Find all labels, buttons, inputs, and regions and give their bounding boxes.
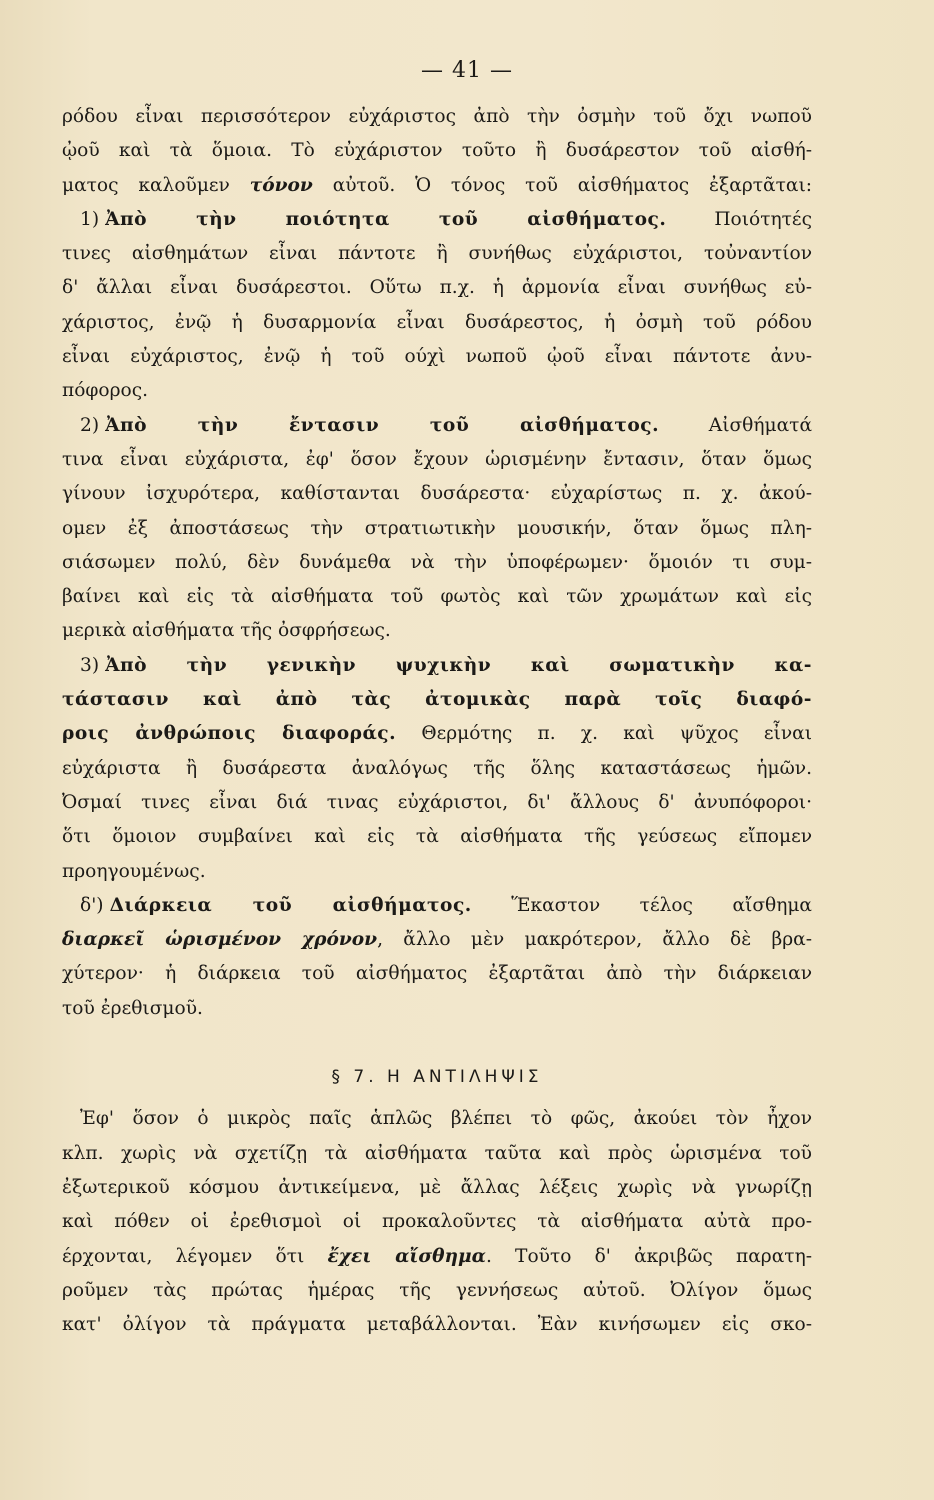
text-line: ροις ἀνθρώποις διαφοράς. Θερμότης π. χ. καὶ ψῦχος εἶναι: [62, 723, 812, 745]
text-line: κατ' ὀλίγον τὰ πράγματα μεταβάλλονται. Ἐὰν κινήσωμεν εἰς σκο-: [62, 1314, 812, 1336]
text-line: ματος καλοῦμεν τόνον αὐτοῦ. Ὁ τόνος τοῦ αἰσθήματος ἐξαρτᾶται:: [62, 174, 812, 196]
paragraph-1-start: 1) Ἀπὸ τὴν ποιότητα τοῦ αἰσθήματος. Ποιότητές: [80, 208, 812, 230]
text-line: Ὀσμαί τινες εἶναι διά τινας εὐχάριστοι, δι' ἄλλους δ' ἀνυπόφοροι·: [62, 791, 812, 813]
term-tonos: τόνον: [249, 174, 313, 196]
text-line: ὅτι ὅμοιον συμβαίνει καὶ εἰς τὰ αἰσθήματα τῆς γεύσεως εἴπομεν: [62, 826, 812, 848]
paragraph-4-heading: Διάρκεια τοῦ αἰσθήματος.: [109, 894, 472, 916]
text-line: τοῦ ἐρεθισμοῦ.: [62, 997, 203, 1019]
text-line: σιάσωμεν πολύ, δὲν δυνάμεθα νὰ τὴν ὑποφέρωμεν· ὅμοιόν τι συμ-: [62, 551, 812, 573]
section-heading: § 7. Η ΑΝΤΙΛΗΨΙΣ: [331, 1067, 543, 1088]
text-line: δ' ἄλλαι εἶναι δυσάρεστοι. Οὕτω π.χ. ἡ ἁρμονία εἶναι συνήθως εὐ-: [62, 277, 812, 299]
text-line: έρχονται, λέγομεν ὅτι ἔχει αἴσθημα. Τοῦτο δ' ἀκριβῶς παρατη-: [62, 1245, 812, 1267]
text-line: τινες αἰσθημάτων εἶναι πάντοτε ἢ συνήθως εὐχάριστοι, τοὐναντίον: [62, 243, 812, 265]
text-line: καὶ πόθεν οἱ ἐρεθισμοὶ οἱ προκαλοῦντες τὰ αἰσθήματα αὐτὰ προ-: [62, 1211, 812, 1233]
text-line: τάστασιν καὶ ἀπὸ τὰς ἀτομικὰς παρὰ τοῖς διαφό-: [62, 689, 812, 711]
paragraph-2-start: 2) Ἀπὸ τὴν ἔντασιν τοῦ αἰσθήματος. Αἰσθήματά: [80, 414, 812, 436]
paragraph-4-start: δ') Διάρκεια τοῦ αἰσθήματος. Ἕκαστον τέλος αἴσθημα: [80, 894, 812, 916]
text-line: τινα εἶναι εὐχάριστα, ἐφ' ὅσον ἔχουν ὡρισμένην ἔντασιν, ὅταν ὅμως: [62, 448, 812, 470]
text-line: κλπ. χωρὶς νὰ σχετίζῃ τὰ αἰσθήματα ταῦτα καὶ πρὸς ὡρισμένα τοῦ: [62, 1142, 812, 1164]
text-line: ρόδου εἶναι περισσότερον εὐχάριστος ἀπὸ τὴν ὀσμὴν τοῦ ὄχι νωποῦ: [62, 106, 812, 127]
text-line: Ἐφ' ὅσον ὁ μικρὸς παῖς ἁπλῶς βλέπει τὸ φῶς, ἀκούει τὸν ἦχον: [80, 1108, 812, 1130]
text-line: βαίνει καὶ εἰς τὰ αἰσθήματα τοῦ φωτὸς καὶ τῶν χρωμάτων καὶ εἰς: [62, 586, 812, 608]
text-line: ροῦμεν τὰς πρώτας ἡμέρας τῆς γεννήσεως αὐτοῦ. Ὀλίγον ὅμως: [62, 1279, 812, 1301]
text-line: προηγουμένως.: [62, 860, 206, 882]
text-line: διαρκεῖ ὡρισμένον χρόνον, ἄλλο μὲν μακρότερον, ἄλλο δὲ βρα-: [62, 929, 812, 951]
text-line: μερικὰ αἰσθήματα τῆς ὀσφρήσεως.: [62, 620, 391, 642]
paragraph-3-heading: Ἀπὸ τὴν γενικὴν ψυχικὴν καὶ σωματικὴν κα-: [105, 654, 812, 676]
term-aisthema: ἔχει αἴσθημα: [327, 1245, 486, 1267]
text-line: γίνουν ἰσχυρότερα, καθίστανται δυσάρεστα· εὐχαρίστως π. χ. ἀκού-: [62, 483, 812, 505]
text-line: χάριστος, ἐνῷ ἡ δυσαρμονία εἶναι δυσάρεστος, ἡ ὀσμὴ τοῦ ρόδου: [62, 311, 812, 333]
text-line: πόφορος.: [62, 380, 149, 402]
text-line: χύτερον· ἡ διάρκεια τοῦ αἰσθήματος ἐξαρτᾶται ἀπὸ τὴν διάρκειαν: [62, 963, 812, 985]
text-line: εὐχάριστα ἢ δυσάρεστα ἀναλόγως τῆς ὅλης καταστάσεως ἡμῶν.: [62, 757, 812, 779]
paragraph-1-heading: Ἀπὸ τὴν ποιότητα τοῦ αἰσθήματος.: [105, 208, 667, 230]
paragraph-3-start: 3) Ἀπὸ τὴν γενικὴν ψυχικὴν καὶ σωματικὴν κα-: [80, 654, 812, 676]
page-number: — 41 —: [421, 58, 513, 83]
body-text: [62, 100, 812, 1342]
paragraph-2-heading: Ἀπὸ τὴν ἔντασιν τοῦ αἰσθήματος.: [105, 414, 660, 436]
text-line: ᾠοῦ καὶ τὰ ὅμοια. Τὸ εὐχάριστον τοῦτο ἢ δυσάρεστον τοῦ αἰσθή-: [62, 140, 812, 162]
text-line: εἶναι εὐχάριστος, ἐνῷ ἡ τοῦ ούχὶ νωποῦ ᾠοῦ εἶναι πάντοτε ἀνυ-: [62, 346, 812, 368]
text-line: ομεν ἐξ ἀποστάσεως τὴν στρατιωτικὴν μουσικήν, ὅταν ὅμως πλη-: [62, 517, 812, 539]
text-line: ἐξωτερικοῦ κόσμου ἀντικείμενα, μὲ ἄλλας λέξεις χωρὶς νὰ γνωρίζῃ: [62, 1176, 812, 1198]
term-duration: διαρκεῖ ὡρισμένον χρόνον: [62, 929, 378, 951]
